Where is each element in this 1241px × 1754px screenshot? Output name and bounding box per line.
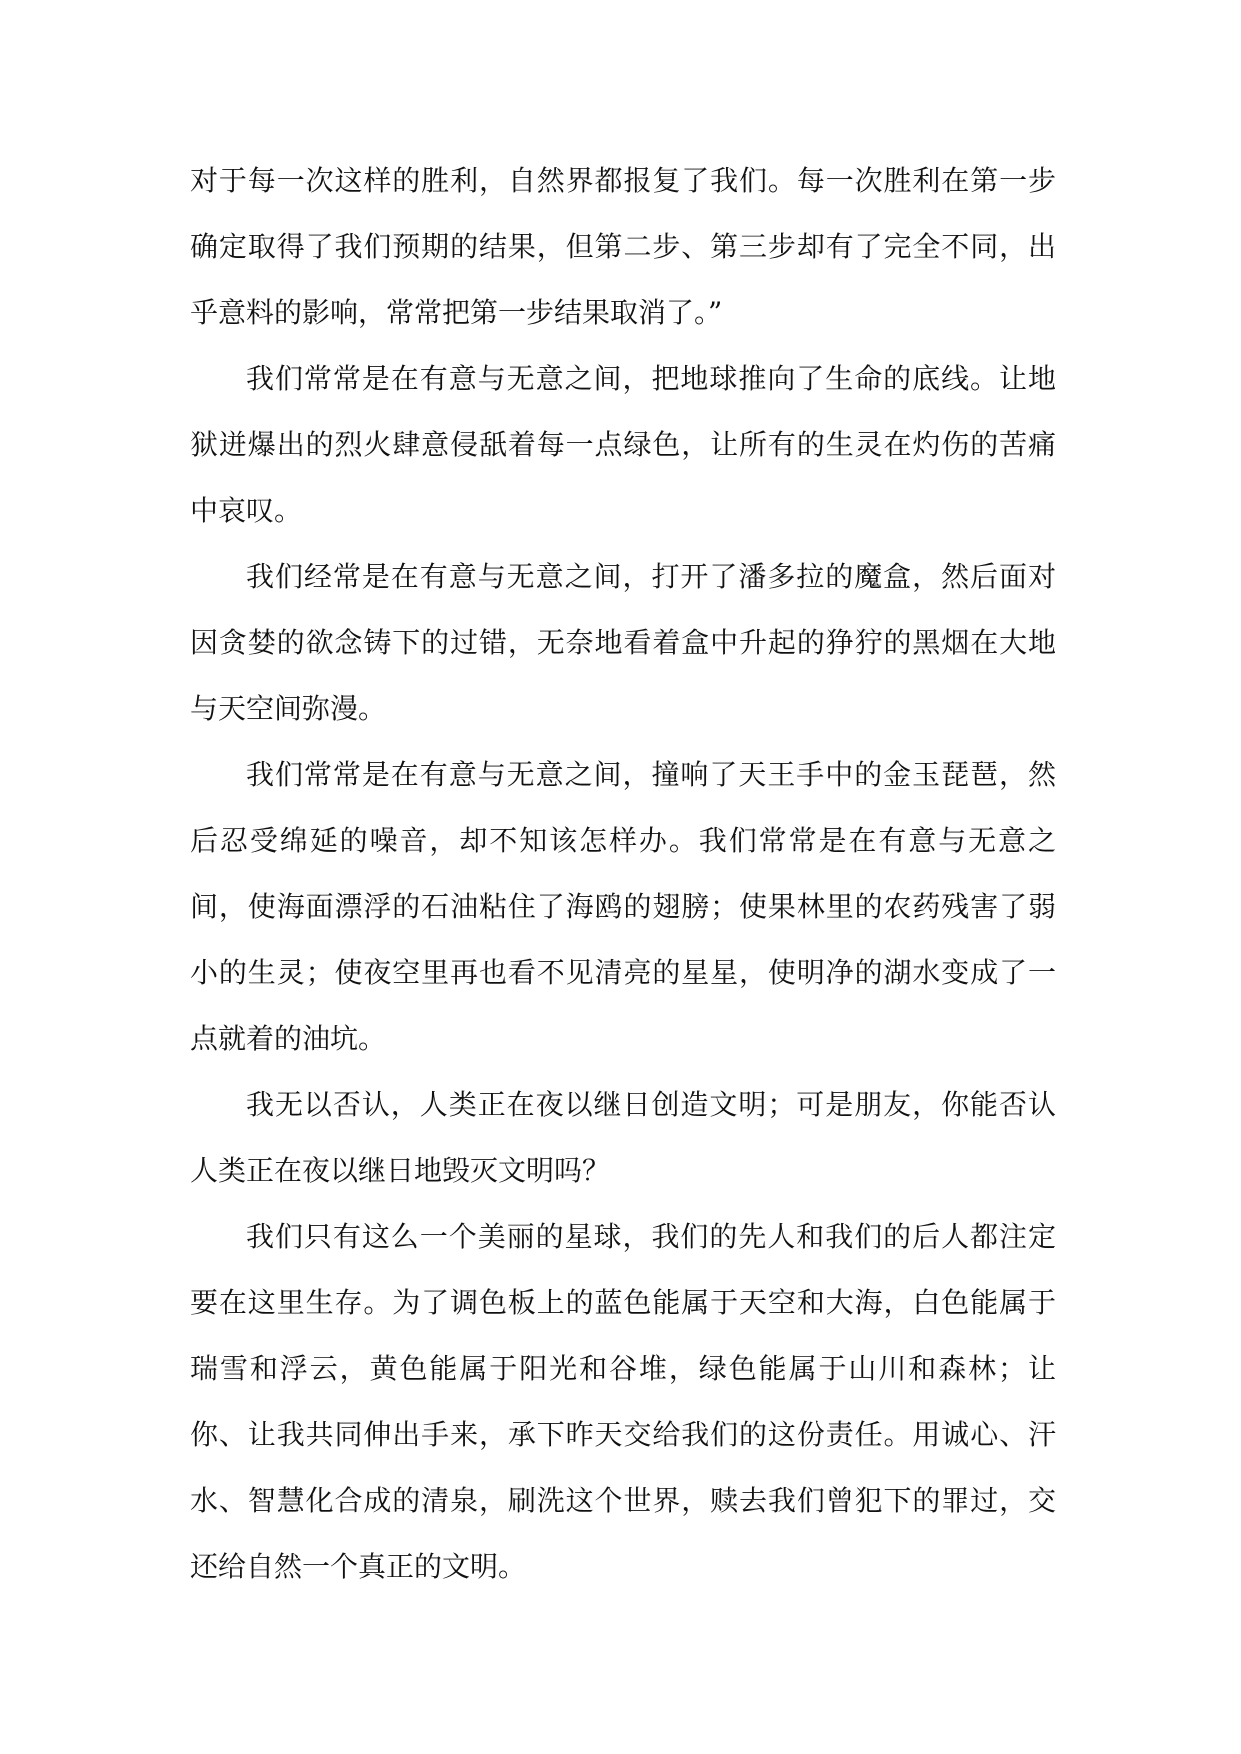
paragraph-5: 我无以否认，人类正在夜以继日创造文明；可是朋友，你能否认人类正在夜以继日地毁灭文明吗？ bbox=[190, 1088, 1056, 1187]
paragraph-2: 我们常常是在有意与无意之间，把地球推向了生命的底线。让地狱迸爆出的烈火肆意侵舐着每一点绿色，让所有的生灵在灼伤的苦痛中哀叹。 bbox=[190, 362, 1056, 527]
paragraph-1: 对于每一次这样的胜利，自然界都报复了我们。每一次胜利在第一步确定取得了我们预期的结果，但第二步、第三步却有了完全不同，出乎意料的影响，常常把第一步结果取消了。” bbox=[190, 164, 1056, 329]
document-page bbox=[190, 148, 1056, 1600]
paragraph-3: 我们经常是在有意与无意之间，打开了潘多拉的魔盒，然后面对因贪婪的欲念铸下的过错，无奈地看着盒中升起的狰狞的黑烟在大地与天空间弥漫。 bbox=[190, 560, 1056, 725]
paragraph-4: 我们常常是在有意与无意之间，撞响了天王手中的金玉琵琶，然后忍受绵延的噪音，却不知该怎样办。我们常常是在有意与无意之间，使海面漂浮的石油粘住了海鸥的翅膀；使果林里的农药残害了弱小的生灵；使夜空里再也看不见清亮的星星，使明净的湖水变成了一点就着的油坑。 bbox=[190, 758, 1056, 1055]
paragraph-6: 我们只有这么一个美丽的星球，我们的先人和我们的后人都注定要在这里生存。为了调色板上的蓝色能属于天空和大海，白色能属于瑞雪和浮云，黄色能属于阳光和谷堆，绿色能属于山川和森林；让你、让我共同伸出手来，承下昨天交给我们的这份责任。用诚心、汗水、智慧化合成的清泉，刷洗这个世界，赎去我们曾犯下的罪过，交还给自然一个真正的文明。 bbox=[190, 1220, 1056, 1583]
